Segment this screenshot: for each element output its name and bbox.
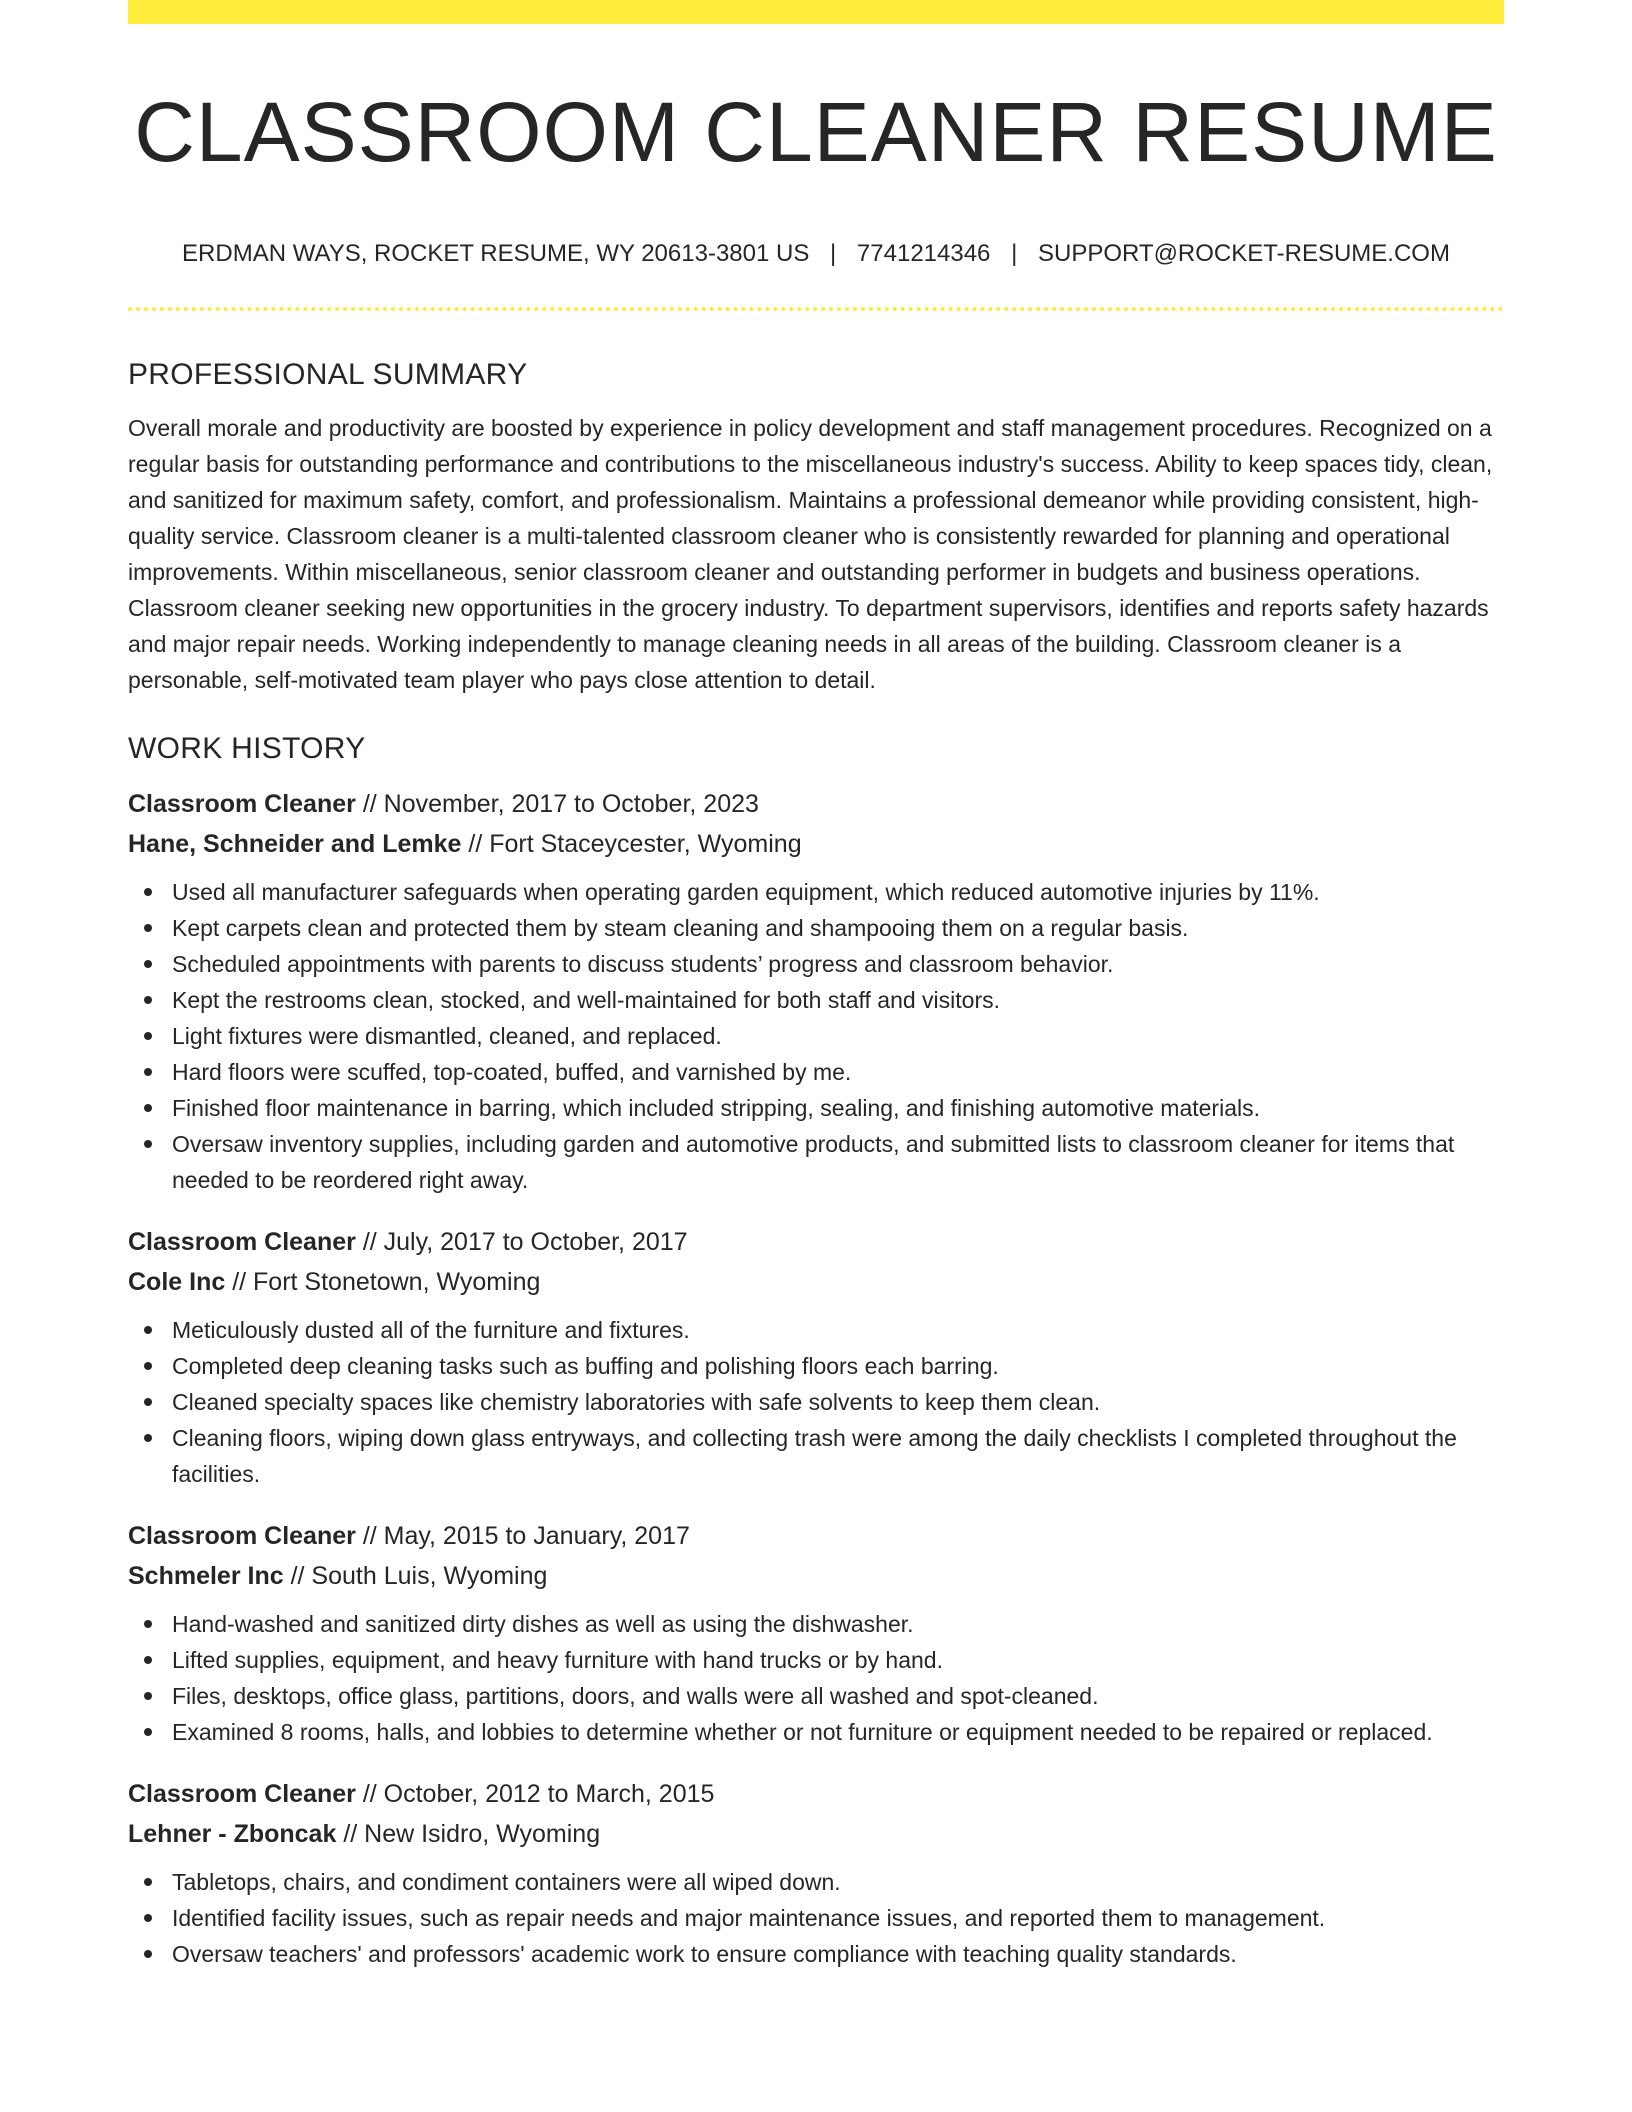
job-title-line (128, 784, 1504, 824)
accent-top-bar (128, 0, 1504, 24)
job-title: Classroom Cleaner (128, 790, 356, 818)
job-dates: // May, 2015 to January, 2017 (355, 1522, 690, 1550)
summary-heading: PROFESSIONAL SUMMARY (128, 358, 528, 391)
job-title-line (128, 1516, 1504, 1556)
job-entry (128, 1222, 1504, 1492)
job-bullets (128, 1606, 1504, 1750)
job-bullet: Kept carpets clean and protected them by steam cleaning and shampooing them on a regular basis. (128, 910, 1504, 946)
job-location: // Fort Staceycester, Wyoming (461, 830, 802, 858)
job-bullets (128, 1312, 1504, 1492)
contact-address: ERDMAN WAYS, ROCKET RESUME, WY 20613-3801 US (182, 240, 810, 267)
job-dates: // October, 2012 to March, 2015 (355, 1780, 715, 1808)
job-bullet: Oversaw inventory supplies, including garden and automotive products, and submitted lists to classroom cleaner for items that needed to be reordered right away. (128, 1126, 1504, 1198)
job-location: // New Isidro, Wyoming (336, 1820, 601, 1848)
job-bullet: Kept the restrooms clean, stocked, and well-maintained for both staff and visitors. (128, 982, 1504, 1018)
job-company-line (128, 1262, 1504, 1302)
job-bullet: Tabletops, chairs, and condiment containers were all wiped down. (128, 1864, 1504, 1900)
job-dates: // July, 2017 to October, 2017 (355, 1228, 688, 1256)
job-company: Schmeler Inc (128, 1562, 284, 1590)
job-company-line (128, 1556, 1504, 1596)
job-title: Classroom Cleaner (128, 1522, 356, 1550)
job-title-line (128, 1774, 1504, 1814)
job-bullet: Cleaned specialty spaces like chemistry laboratories with safe solvents to keep them clean. (128, 1384, 1504, 1420)
job-title-line (128, 1222, 1504, 1262)
job-bullet: Used all manufacturer safeguards when operating garden equipment, which reduced automotive injuries by 11%. (128, 874, 1504, 910)
job-bullet: Light fixtures were dismantled, cleaned, and replaced. (128, 1018, 1504, 1054)
job-bullet: Files, desktops, office glass, partitions, doors, and walls were all washed and spot-cleaned. (128, 1678, 1504, 1714)
job-bullet: Meticulously dusted all of the furniture and fixtures. (128, 1312, 1504, 1348)
job-company: Hane, Schneider and Lemke (128, 830, 462, 858)
contact-separator: | (830, 240, 837, 267)
header-divider (128, 307, 1504, 311)
job-company: Lehner - Zboncak (128, 1820, 337, 1848)
job-entry (128, 1516, 1504, 1750)
page-title: CLASSROOM CLEANER RESUME (134, 85, 1498, 179)
job-bullets (128, 874, 1504, 1198)
job-bullet: Identified facility issues, such as repair needs and major maintenance issues, and reported them to management. (128, 1900, 1504, 1936)
job-entry (128, 1774, 1504, 1972)
job-title: Classroom Cleaner (128, 1228, 356, 1256)
resume-body (128, 352, 1504, 1996)
job-title: Classroom Cleaner (128, 1780, 356, 1808)
contact-line (128, 236, 1504, 272)
contact-phone: 7741214346 (856, 240, 991, 267)
job-bullet: Completed deep cleaning tasks such as buffing and polishing floors each barring. (128, 1348, 1504, 1384)
job-dates: // November, 2017 to October, 2023 (355, 790, 759, 818)
job-bullet: Examined 8 rooms, halls, and lobbies to determine whether or not furniture or equipment needed to be repaired or replaced. (128, 1714, 1504, 1750)
contact-separator: | (1011, 240, 1018, 267)
job-bullet: Lifted supplies, equipment, and heavy furniture with hand trucks or by hand. (128, 1642, 1504, 1678)
job-location: // Fort Stonetown, Wyoming (225, 1268, 541, 1296)
summary-text: Overall morale and productivity are boosted by experience in policy development and staff management procedures. Recognized on a regular basis for outstanding performance and contributions to the miscellaneous industry's success. Ability to keep spaces tidy, clean, and sanitized for maximum safety, comfort, and professionalism. Maintains a professional demeanor while providing consistent, high-quality service. Classroom cleaner is a multi-talented classroom cleaner who is consistently rewarded for planning and operational improvements. Within miscellaneous, senior classroom cleaner and outstanding performer in budgets and business operations. Classroom cleaner seeking new opportunities in the grocery industry. To department supervisors, identifies and reports safety hazards and major repair needs. Working independently to manage cleaning needs in all areas of the building. Classroom cleaner is a personable, self-motivated team player who pays close attention to detail. (128, 415, 1493, 693)
job-company-line (128, 1814, 1504, 1854)
contact-email: SUPPORT@ROCKET-RESUME.COM (1037, 240, 1450, 267)
job-bullet: Hand-washed and sanitized dirty dishes as well as using the dishwasher. (128, 1606, 1504, 1642)
job-company: Cole Inc (128, 1268, 226, 1296)
job-location: // South Luis, Wyoming (283, 1562, 548, 1590)
work-history-heading: WORK HISTORY (128, 732, 366, 765)
job-company-line (128, 824, 1504, 864)
job-bullet: Oversaw teachers' and professors' academic work to ensure compliance with teaching quality standards. (128, 1936, 1504, 1972)
job-bullet: Cleaning floors, wiping down glass entryways, and collecting trash were among the daily checklists I completed throughout the facilities. (128, 1420, 1504, 1492)
job-bullet: Finished floor maintenance in barring, which included stripping, sealing, and finishing automotive materials. (128, 1090, 1504, 1126)
job-bullet: Hard floors were scuffed, top-coated, buffed, and varnished by me. (128, 1054, 1504, 1090)
job-bullet: Scheduled appointments with parents to discuss students’ progress and classroom behavior. (128, 946, 1504, 982)
job-bullets (128, 1864, 1504, 1972)
job-entry (128, 784, 1504, 1198)
